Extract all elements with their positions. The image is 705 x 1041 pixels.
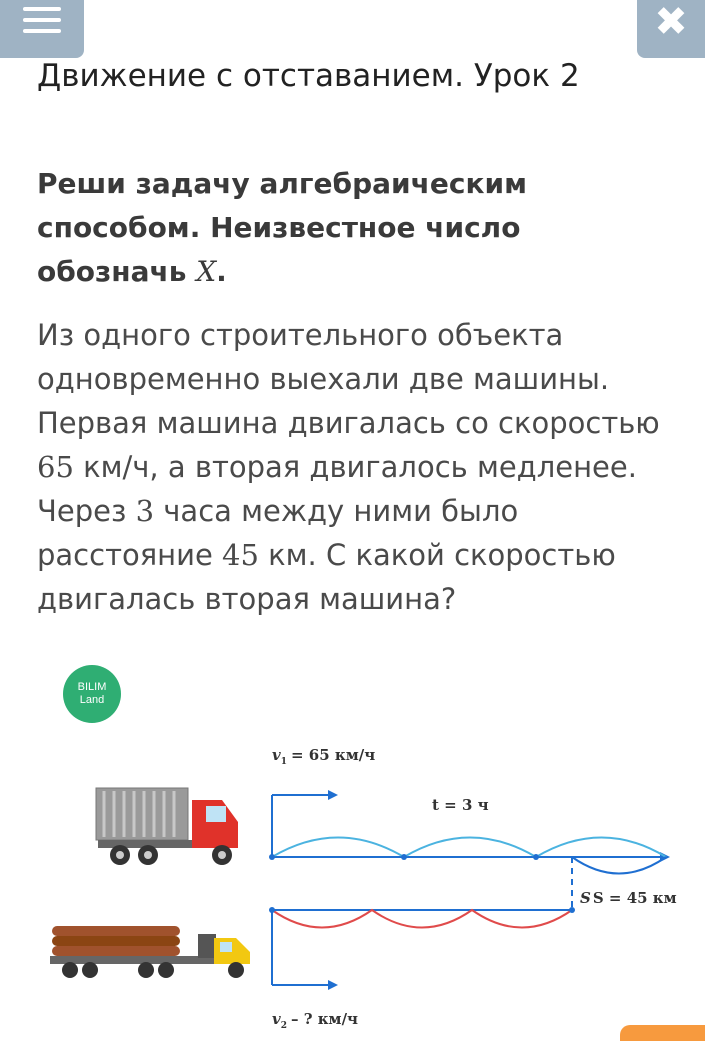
problem-part: часа между ними было расстояние [37,494,519,572]
problem-number: 65 [37,450,74,484]
time-label: t = 3 ч [432,796,489,814]
problem-number: 3 [135,494,155,528]
page-title: Движение с отставанием. Урок 2 [37,58,580,94]
problem-number: 45 [222,538,259,572]
task-text: Реши задачу алгебраическим способом. Неизвестное число обозначь [37,167,527,288]
close-x-icon: ✖ [654,0,688,45]
logo-line: Land [79,694,105,706]
yellow-logging-truck-image [50,926,250,978]
distance-label: S S = 45 км [580,889,677,907]
problem-text [37,313,692,621]
task-end: . [216,255,227,288]
problem-part: км. С какой скоростью двигалась вторая машина? [37,538,616,616]
motion-diagram [0,730,705,1030]
close-button[interactable] [637,0,705,58]
lower-motion-line [269,907,575,990]
bilimland-logo [63,665,121,723]
problem-part: км/ч, а вторая двигалось медленее. Через [37,450,637,528]
task-instruction [37,162,677,294]
task-variable: X [196,255,217,288]
logo-line: BILIM [77,681,107,693]
v1-label: $v_1 = 65$ км/ч [272,746,376,767]
menu-button[interactable] [0,0,84,58]
hamburger-menu-icon [23,7,61,33]
problem-part: Из одного строительного объекта одновременно выехали две машины. Первая машина двигалась со скоростью [37,318,660,440]
v2-label: $v_2$ – ? км/ч [272,1010,359,1030]
red-truck-image [96,788,238,865]
orange-action-button[interactable] [620,1025,705,1041]
